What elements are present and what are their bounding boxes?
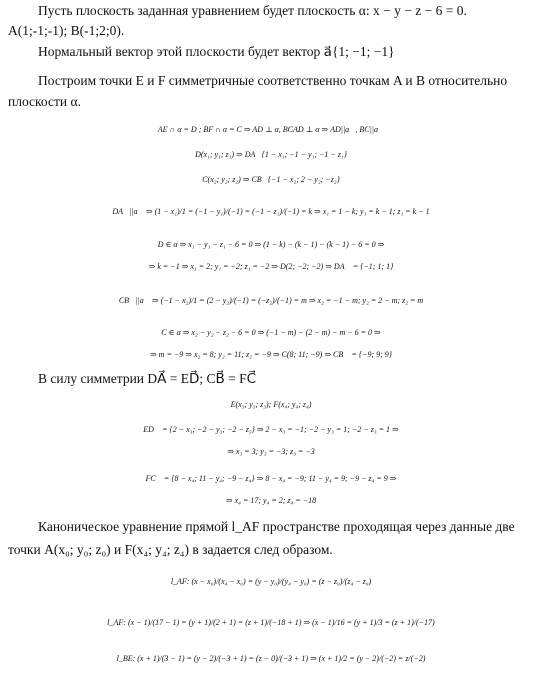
doc-line-4: Построим точки E и F симметричные соответственно точкам A и B относительно bbox=[38, 73, 508, 88]
math-line-laf-specific: l_AF: (x − 1)/(17 − 1) = (y + 1)/(2 + 1) = (z + 1)/(−18 + 1) ⇒ (x − 1)/16 = (y + 1)/3 = (z + 1)/(−17) bbox=[107, 618, 435, 627]
math-line-ef-points: E(x₃; y₃; z₃); F(x₄; y₄; z₄) bbox=[230, 400, 312, 409]
math-line-cb-vector: C(x₂; y₂; z₂) ⇒ CB⃗{−1 − x₂; 2 − y₂; −z₂} bbox=[202, 175, 340, 184]
math-line-cb-parallel: CB⃗||a⃗ ⇒ (−1 − x₂)/1 = (2 − y₂)/(−1) = (−z₂)/(−1) = m ⇒ x₂ = −1 − m; y₂ = 2 − m; z₂ = m bbox=[118, 296, 424, 305]
doc-line-5: плоскости α. bbox=[8, 94, 81, 109]
math-line-f-coords: ⇒ x₄ = 17; y₄ = 2; z₄ = −18 bbox=[225, 496, 317, 505]
math-line-c-in-plane: C ∈ α ⇒ x₂ − y₂ − z₂ − 6 = 0 ⇒ (−1 − m) − (2 − m) − m − 6 = 0 ⇒ bbox=[161, 328, 381, 337]
math-line-da-parallel: DA⃗||a⃗ ⇒ (1 − x₁)/1 = (−1 − y₁)/(−1) = (−1 − z₁)/(−1) = k ⇒ x₁ = 1 − k; y₁ = k − 1; z₁ = k − 1 bbox=[112, 207, 430, 216]
doc-line-2: A(1;-1;-1); B(-1;2;0). bbox=[8, 23, 125, 38]
math-line-lbe-specific: l_BE: (x + 1)/(3 − 1) = (y − 2)/(−3 + 1) = (z − 0)/(−3 + 1) ⇒ (x + 1)/2 = (y − 2)/(−2) = z/(−2) bbox=[116, 654, 426, 663]
doc-line-points: точки A(x₀; y₀; z₀) и F(x₄; y₄; z₄) в задается след образом. bbox=[8, 542, 333, 557]
math-line-d-in-plane: D ∈ α ⇒ x₁ − y₁ − z₁ − 6 = 0 ⇒ (1 − k) − (k − 1) − (k − 1) − 6 = 0 ⇒ bbox=[157, 240, 385, 249]
math-line-intersection: AE ∩ α = D ; BF ∩ α = C ⇒ AD ⊥ α, BCAD ⊥ α ⇒ AD||a⃗, BC||a⃗ bbox=[157, 125, 385, 134]
doc-line-1: Пусть плоскость заданная уравнением будет плоскость α: x − y − z − 6 = 0. bbox=[38, 3, 467, 18]
math-line-fc-vector: FC⃗ = {8 − x₄; 11 − y₄; −9 − z₄} ⇒ 8 − x₄ = −9; 11 − y₄ = 9; −9 − z₄ = 9 ⇒ bbox=[145, 474, 397, 483]
doc-line-3: Нормальный вектор этой плоскости будет вектор a⃗{1; −1; −1} bbox=[38, 44, 395, 59]
math-line-da-vector: D(x₁; y₁; z₁) ⇒ DA⃗{1 − x₁; −1 − y₁; −1 − z₁} bbox=[195, 150, 347, 159]
doc-line-canonical: Каноническое уравнение прямой l_AF пространстве проходящая через данные две bbox=[38, 519, 515, 534]
math-line-e-coords: ⇒ x₃ = 3; y₃ = −3; z₃ = −3 bbox=[227, 447, 315, 456]
math-line-laf-general: l_AF: (x − x₀)/(x₄ − x₀) = (y − y₀)/(y₄ − y₀) = (z − z₀)/(z₄ − z₀) bbox=[170, 577, 372, 586]
math-line-k-solution: ⇒ k = −1 ⇒ x₁ = 2; y₁ = −2; z₁ = −2 ⇒ D(2; −2; −2) ⇒ DA⃗ = {−1; 1; 1} bbox=[148, 262, 394, 271]
math-line-ed-vector: ED⃗ = {2 − x₃; −2 − y₃; −2 − z₃} ⇒ 2 − x₃ = −1; −2 − y₃ = 1; −2 − z₃ = 1 ⇒ bbox=[143, 425, 399, 434]
doc-line-symmetry: В силу симметрии DA⃗ = ED⃗; CB⃗ = FC⃗ bbox=[38, 371, 257, 386]
math-line-m-solution: ⇒ m = −9 ⇒ x₂ = 8; y₂ = 11; z₂ = −9 ⇒ C(8; 11; −9) ⇒ CB⃗ = {−9; 9; 9} bbox=[149, 350, 393, 359]
